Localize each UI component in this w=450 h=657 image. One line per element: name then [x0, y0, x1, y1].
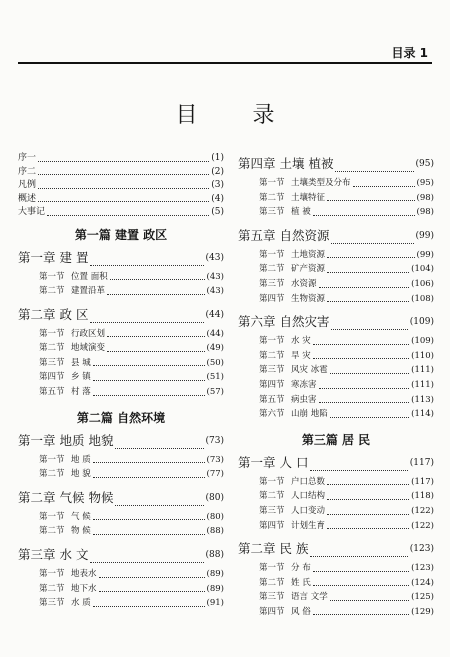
- dot-leader: [313, 215, 415, 216]
- dot-leader: [115, 505, 203, 506]
- dot-leader: [93, 380, 205, 381]
- page-header: [18, 36, 432, 64]
- dot-leader: [107, 294, 205, 295]
- toc-section[interactable]: 第四节 计划生育 (122): [259, 520, 434, 531]
- toc-section[interactable]: 第三节 水资源 (106): [259, 278, 434, 289]
- toc-section[interactable]: 第四节 乡 镇 (51): [39, 372, 224, 383]
- toc-section[interactable]: 第二节 姓 氏 (124): [259, 577, 434, 588]
- toc-section[interactable]: 第一节 位置 面积 (43): [39, 271, 224, 282]
- dot-leader: [327, 257, 415, 258]
- dot-leader: [90, 562, 203, 563]
- dot-leader: [99, 591, 205, 592]
- dot-leader: [330, 417, 409, 418]
- toc-chapter[interactable]: 第一章 地质 地貌 (73): [18, 432, 224, 448]
- part-heading: 第三篇 居 民: [301, 432, 371, 447]
- toc-section[interactable]: 第六节 山崩 地陷 (114): [259, 409, 434, 420]
- dot-leader: [327, 272, 409, 273]
- toc-chapter[interactable]: 第五章 自然资源 (99): [238, 227, 434, 243]
- part-heading: 第一篇 建置 政区: [74, 227, 168, 242]
- toc-section[interactable]: 第四节 生物资源 (108): [259, 293, 434, 304]
- dot-leader: [107, 336, 205, 337]
- toc-section[interactable]: 第一节 土壤类型及分布 (95): [259, 178, 434, 188]
- dot-leader: [331, 329, 407, 330]
- toc-section[interactable]: 第三节 人口变动 (122): [259, 505, 434, 516]
- dot-leader: [90, 322, 203, 323]
- dot-leader: [310, 470, 407, 471]
- toc-chapter[interactable]: 第三章 水 文 (88): [18, 547, 224, 563]
- dot-leader: [38, 174, 209, 175]
- dot-leader: [90, 265, 203, 266]
- toc-entry-front[interactable]: 概述 (4): [18, 193, 224, 204]
- toc-right-column: [238, 152, 434, 619]
- dot-leader: [319, 287, 410, 288]
- toc-section[interactable]: 第二节 地 貌 (77): [39, 469, 224, 480]
- dot-leader: [313, 614, 409, 615]
- dot-leader: [107, 351, 205, 352]
- toc-section[interactable]: 第二节 物 候 (88): [39, 526, 224, 537]
- toc-section[interactable]: 第三节 语言 文学 (125): [259, 592, 434, 603]
- dot-leader: [93, 606, 205, 607]
- dot-leader: [93, 395, 205, 396]
- toc-section[interactable]: 第三节 水 质 (91): [39, 598, 224, 609]
- dot-leader: [313, 358, 409, 359]
- toc-section[interactable]: 第一节 户口总数 (117): [259, 476, 434, 487]
- toc-entry-front[interactable]: 凡例 (3): [18, 180, 224, 190]
- dot-leader: [38, 161, 209, 162]
- part-heading: 第二篇 自然环境: [76, 410, 166, 425]
- page-title: 目 录: [175, 103, 299, 128]
- running-head: 目录 1: [391, 46, 428, 60]
- toc-left-column: [18, 152, 224, 611]
- dot-leader: [330, 600, 409, 601]
- dot-leader: [313, 571, 409, 572]
- toc-section[interactable]: 第一节 行政区划 (44): [39, 328, 224, 339]
- toc-chapter[interactable]: 第四章 土壤 植被 (95): [238, 156, 434, 171]
- toc-section[interactable]: 第一节 地表水 (89): [39, 569, 224, 580]
- dot-leader: [93, 365, 205, 366]
- dot-leader: [310, 556, 407, 557]
- toc-section[interactable]: 第二节 土壤特征 (98): [259, 192, 434, 203]
- toc-section[interactable]: 第二节 旱 灾 (110): [259, 350, 434, 361]
- dot-leader: [327, 200, 415, 201]
- dot-leader: [38, 201, 209, 202]
- dot-leader: [327, 528, 409, 529]
- toc-entry-front[interactable]: 序二 (2): [18, 166, 224, 177]
- dot-leader: [115, 448, 203, 449]
- dot-leader: [38, 188, 209, 189]
- toc-chapter[interactable]: 第二章 气候 物候 (80): [18, 489, 224, 505]
- toc-section[interactable]: 第三节 县 城 (50): [39, 357, 224, 368]
- dot-leader: [93, 477, 205, 478]
- toc-chapter[interactable]: 第二章 民 族 (123): [238, 541, 434, 557]
- toc-section[interactable]: 第二节 建置沿革 (43): [39, 286, 224, 297]
- dot-leader: [313, 344, 409, 345]
- toc-section[interactable]: 第三节 风灾 冰雹 (111): [259, 365, 434, 376]
- toc-chapter[interactable]: 第一章 人 口 (117): [238, 454, 434, 470]
- dot-leader: [330, 373, 409, 374]
- toc-section[interactable]: 第四节 寒冻害 (111): [259, 379, 434, 390]
- dot-leader: [335, 171, 413, 172]
- dot-leader: [319, 388, 410, 389]
- toc-section[interactable]: 第四节 风 俗 (129): [259, 606, 434, 617]
- dot-leader: [331, 243, 413, 244]
- toc-section[interactable]: 第二节 地域演变 (49): [39, 343, 224, 354]
- dot-leader: [110, 279, 205, 280]
- dot-leader: [327, 514, 409, 515]
- dot-leader: [327, 301, 409, 302]
- dot-leader: [93, 519, 205, 520]
- dot-leader: [319, 402, 410, 403]
- toc-section[interactable]: 第一节 分 布 (123): [259, 563, 434, 574]
- dot-leader: [327, 484, 409, 485]
- dot-leader: [313, 585, 409, 586]
- toc-section[interactable]: 第三节 植 被 (98): [259, 207, 434, 218]
- dot-leader: [353, 186, 415, 187]
- toc-section[interactable]: 第一节 地 质 (73): [39, 454, 224, 465]
- dot-leader: [93, 534, 205, 535]
- toc-section[interactable]: 第一节 水 灾 (109): [259, 336, 434, 347]
- toc-entry-front[interactable]: 序一 (1): [18, 153, 224, 163]
- toc-entry-front[interactable]: 大事记 (5): [18, 207, 224, 217]
- dot-leader: [47, 215, 209, 216]
- toc-section[interactable]: 第五节 村 落 (57): [39, 387, 224, 398]
- toc-section[interactable]: 第一节 气 候 (80): [39, 511, 224, 522]
- toc-section[interactable]: 第二节 地下水 (89): [39, 583, 224, 594]
- toc-section[interactable]: 第二节 矿产资源 (104): [259, 264, 434, 275]
- toc-chapter[interactable]: 第六章 自然灾害 (109): [238, 314, 434, 330]
- toc-section[interactable]: 第二节 人口结构 (118): [259, 491, 434, 502]
- dot-leader: [99, 577, 205, 578]
- toc-section[interactable]: 第五节 病虫害 (113): [259, 394, 434, 405]
- dot-leader: [93, 462, 205, 463]
- toc-section[interactable]: 第一节 土地资源 (99): [259, 249, 434, 260]
- toc-chapter[interactable]: 第一章 建 置 (43): [18, 249, 224, 265]
- toc-chapter[interactable]: 第二章 政 区 (44): [18, 306, 224, 322]
- dot-leader: [327, 499, 409, 500]
